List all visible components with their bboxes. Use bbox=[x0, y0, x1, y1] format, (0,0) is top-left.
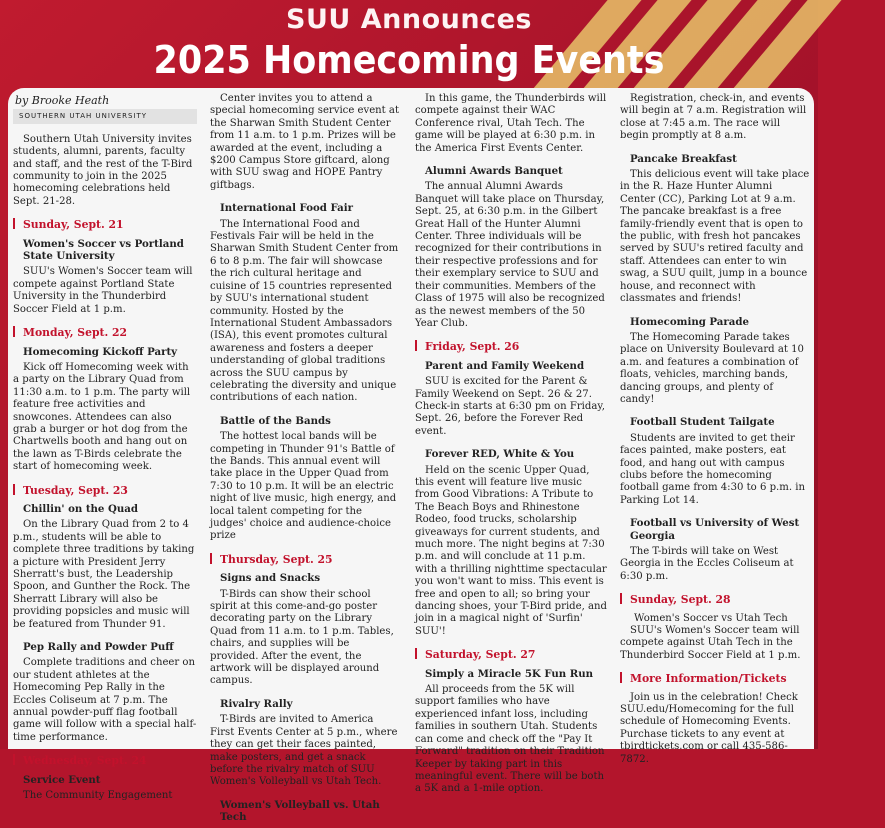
day-heading: More Information/Tickets bbox=[620, 672, 810, 685]
event-title: Chillin' on the Quad bbox=[23, 502, 138, 515]
day-heading: Thursday, Sept. 25 bbox=[210, 553, 400, 566]
event-body: The International Food and Festivals Fair will be held in the Sharwan Smith Student Center from 6 to 8 p.m. The fair will showcase the rich cultural heritage and cuisine of 15 countries represented by SUU's international student community. Hosted by the International Student Ambassadors (ISA), this event promotes cultural awareness and fosters a deeper understanding of global traditions across the SUU campus by celebrating the diversity and unique contributions of each nation. bbox=[210, 218, 399, 404]
event-title: Women's Volleyball vs. Utah Tech bbox=[220, 798, 380, 824]
event-body: Held on the scenic Upper Quad, this event will feature live music from Good Vibrations: A Tribute to The Beach Boys and Rhinestone Rodeo, food trucks, scholarship giveaways for current students, and much more. The night begins at 7:30 p.m. and will conclude at 11 p.m. with a thrilling nighttime spectacular you won't want to miss. This event is free and open to all; so bring your dancing shoes, your T-Bird pride, and join in a magical night of 'Surfin' SUU'! bbox=[415, 464, 608, 637]
event-title: Women's Soccer vs Portland State University bbox=[23, 237, 184, 263]
day-heading: Sunday, Sept. 21 bbox=[13, 218, 197, 231]
event-title: Homecoming Kickoff Party bbox=[23, 345, 178, 358]
event-body: This delicious event will take place in the R. Haze Hunter Alumni Center (CC), Parking Lot at 9 a.m. The pancake breakfast is a free family-friendly event that is open to the public, with fresh hot pancakes served by SUU's retired faculty and staff. Attendees can enter to win swag, a SUU quilt, jump in a bounce house, and reconnect with classmates and friends! bbox=[620, 169, 810, 305]
event-body: Kick off Homecoming week with a party on the Library Quad from 11:30 a.m. to 1 p.m. The party will feature free activities and snowcones. Attendees can also grab a burger or hot dog from the Chartwells booth and hang out on the lawn as T-Birds celebrate the start of homecoming week. bbox=[13, 361, 191, 473]
event-title: Homecoming Parade bbox=[630, 315, 749, 328]
event-body: The annual Alumni Awards Banquet will take place on Thursday, Sept. 25, at 6:30 p.m. in the Gilbert Great Hall of the Hunter Alumni Center. Three individuals will be recognized for their contributions in their respective professions and for their exemplary service to SUU and their communities. Members of the Class of 1975 will also be recognized as the newest members of the 50 Year Club. bbox=[415, 181, 605, 329]
day-heading: Sunday, Sept. 28 bbox=[620, 593, 810, 606]
event-title: Rivalry Rally bbox=[220, 697, 293, 710]
byline: by Brooke Heath bbox=[15, 94, 110, 107]
day-heading: Monday, Sept. 22 bbox=[13, 326, 197, 339]
column-4 bbox=[620, 93, 810, 776]
event-title: Football Student Tailgate bbox=[630, 416, 775, 429]
column-3 bbox=[415, 93, 607, 806]
event-title: Service Event bbox=[23, 773, 101, 786]
column-2 bbox=[210, 93, 400, 828]
event-body: The T-birds will take on West Georgia in the Eccles Coliseum at 6:30 p.m. bbox=[620, 546, 794, 582]
event-title: Parent and Family Weekend bbox=[425, 359, 585, 372]
event-title: Battle of the Bands bbox=[220, 414, 331, 427]
event-body: SUU's Women's Soccer team will compete against Utah Tech in the Thunderbird Soccer Field at 1 p.m. bbox=[620, 625, 801, 661]
event-body: T-Birds can show their school spirit at this come-and-go poster decorating party on the Library Quad from 11 a.m. to 1 p.m. Tables, chairs, and supplies will be provided. After the event, the artwork will be displayed around campus. bbox=[210, 588, 394, 687]
day-heading: Wednesday, Sept. 24 bbox=[13, 754, 197, 767]
info-paragraph: Join us in the celebration! Check SUU.edu/Homecoming for the full schedule of Homecoming Events. Purchase tickets to any event at tbirdtickets.com or call 435-586-7872. bbox=[620, 691, 798, 765]
event-body: In this game, the Thunderbirds will compete against their WAC Conference rival, Utah Tech. The game will be played at 6:30 p.m. in the America First Events Center. bbox=[415, 93, 607, 154]
intro-paragraph: Southern Utah University invites students, alumni, parents, faculty and staff, and the rest of the T-Bird community to join in the 2025 homecoming celebrations held Sept. 21-28. bbox=[13, 133, 193, 207]
event-body: SUU is excited for the Parent & Family Weekend on Sept. 26 & 27. Check-in starts at 6:30 pm on Friday, Sept. 26, before the Forever Red event. bbox=[415, 376, 605, 437]
event-body: Registration, check-in, and events will begin at 7 a.m. Registration will close at 7:45 a.m. The race will begin promptly at 8 a.m. bbox=[620, 93, 807, 142]
page-title: 2025 Homecoming Events bbox=[153, 38, 665, 82]
event-body: Students are invited to get their faces painted, make posters, eat food, and hang out with campus clubs before the homecoming football game from 4:30 to 6 p.m. in Parking Lot 14. bbox=[620, 432, 805, 506]
column-1 bbox=[13, 93, 197, 813]
day-heading: Tuesday, Sept. 23 bbox=[13, 484, 197, 497]
event-title: Alumni Awards Banquet bbox=[425, 165, 563, 178]
event-title: Pancake Breakfast bbox=[630, 152, 737, 165]
event-body: The Homecoming Parade takes place on University Boulevard at 10 a.m. and features a combination of floats, vehicles, marching bands, dancing groups, and plenty of candy! bbox=[620, 331, 804, 405]
org-label: SOUTHERN UTAH UNIVERSITY bbox=[13, 109, 197, 123]
event-title: International Food Fair bbox=[220, 202, 353, 215]
event-body: Center invites you to attend a special homecoming service event at the Sharwan Smith Student Center from 11 a.m. to 1 p.m. Prizes will be awarded at the event, including a $200 Campus Store giftcard, along with SUU swag and HOPE Pantry giftbags. bbox=[210, 93, 400, 191]
event-body: T-Birds are invited to America First Events Center at 5 p.m., where they can get their faces painted, make posters, and get a snack before the rivalry match of SUU Women's Volleyball vs Utah Tech. bbox=[210, 714, 398, 788]
event-body: The Community Engagement bbox=[23, 790, 173, 802]
event-body: SUU's Women's Soccer team will compete against Portland State University in the Thunderbird Soccer Field at 1 p.m. bbox=[13, 266, 193, 315]
event-title: Signs and Snacks bbox=[220, 572, 321, 585]
event-title: Pep Rally and Powder Puff bbox=[23, 641, 174, 654]
event-title: Football vs University of West Georgia bbox=[630, 517, 800, 542]
event-body: All proceeds from the 5K will support families who have experienced infant loss, including families in southern Utah. Students can come and check off the "Pay It Forward" tradition on their Tradition Keeper by taking part in this meaningful event. There will be both a 5K and a 1-mile option. bbox=[415, 684, 605, 795]
event-body: The hottest local bands will be competing in Thunder 91's Battle of the Bands. This annual event will take place in the Upper Quad from 7:30 to 10 p.m. It will be an electric night of live music, high energy, and local talent competing for the judges' choice and audience-choice prize bbox=[210, 431, 397, 542]
event-body: On the Library Quad from 2 to 4 p.m., students will be able to complete three traditions by taking a picture with President Jerry Sherratt's bust, the Leadership Spoon, and Gunther the Rock. The Sherratt Library will also be providing popsicles and music will be featured from Thunder 91. bbox=[13, 519, 195, 630]
event-line: Women's Soccer vs Utah Tech bbox=[634, 612, 788, 624]
kicker: SUU Announces bbox=[286, 4, 532, 35]
day-heading: Saturday, Sept. 27 bbox=[415, 648, 607, 661]
event-title: Simply a Miracle 5K Fun Run bbox=[425, 667, 594, 680]
day-heading: Friday, Sept. 26 bbox=[415, 340, 607, 353]
event-body: Complete traditions and cheer on our student athletes at the Homecoming Pep Rally in the Eccles Coliseum at 7 p.m. The annual powder-puff flag football game will follow with a special half-time performance. bbox=[13, 657, 197, 743]
event-title: Forever RED, White & You bbox=[425, 448, 575, 461]
